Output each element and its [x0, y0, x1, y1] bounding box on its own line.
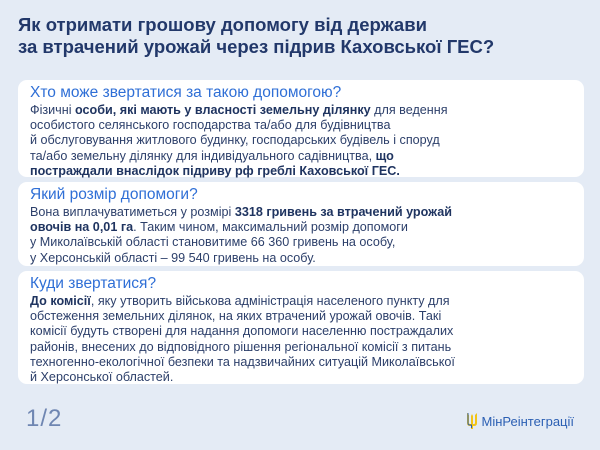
body-line: районів, внесених до відповідного рішення регіональної комісії з питань: [30, 339, 452, 354]
info-card-where-to-apply: [18, 271, 584, 384]
body-line: постраждали внаслідок підриву рф греблі Каховської ГЕС.: [30, 163, 400, 178]
section-body: [30, 103, 574, 179]
body-line: До комісії, яку утворить військова адміністрація населеного пункту для: [30, 294, 450, 308]
page-indicator: 1/2: [26, 405, 63, 432]
body-line: Вона виплачуватиметься у розмірі 3318 гривень за втрачений урожай: [30, 205, 452, 219]
info-card-amount: [18, 182, 584, 266]
body-line: у Миколаївській області становитиме 66 360 гривень на особу,: [30, 235, 396, 250]
info-card-who-can-apply: [18, 80, 584, 177]
body-line: у Херсонській області – 99 540 гривень на особу.: [30, 250, 316, 265]
section-body: [30, 205, 574, 266]
section-heading: Куди звертатися?: [30, 275, 157, 292]
page-title: [18, 14, 588, 58]
section-heading: Хто може звертатися за такою допомогою?: [30, 84, 342, 101]
title-line-1: Як отримати грошову допомогу від держави: [18, 14, 427, 35]
body-line: особистого селянського господарства та/або для будівництва: [30, 118, 391, 133]
ministry-logo: [466, 412, 574, 430]
section-body: [30, 294, 574, 385]
body-line: Фізичні особи, які мають у власності земельну ділянку для ведення: [30, 103, 448, 117]
title-line-2: за втрачений урожай через підрив Каховської ГЕС?: [18, 36, 495, 57]
body-line: й Херсонської областей.: [30, 370, 174, 385]
trident-emblem-icon: [466, 412, 478, 430]
section-heading: Який розмір допомоги?: [30, 186, 198, 203]
body-line: обстеження земельних ділянок, на яких втрачений урожай овочів. Такі: [30, 309, 442, 324]
logo-text: МінРеінтеграції: [481, 413, 574, 429]
body-line: та/або земельну ділянку для індивідуального садівництва, що: [30, 148, 394, 163]
body-line: техногенно-екологічної безпеки та надзвичайних ситуацій Миколаївської: [30, 354, 455, 369]
body-line: й обслуговування житлового будинку, господарських будівель і споруд: [30, 133, 440, 148]
body-line: комісії будуть створені для надання допомоги населенню постраждалих: [30, 324, 454, 339]
body-line: овочів на 0,01 га. Таким чином, максимальний розмір допомоги: [30, 220, 408, 235]
